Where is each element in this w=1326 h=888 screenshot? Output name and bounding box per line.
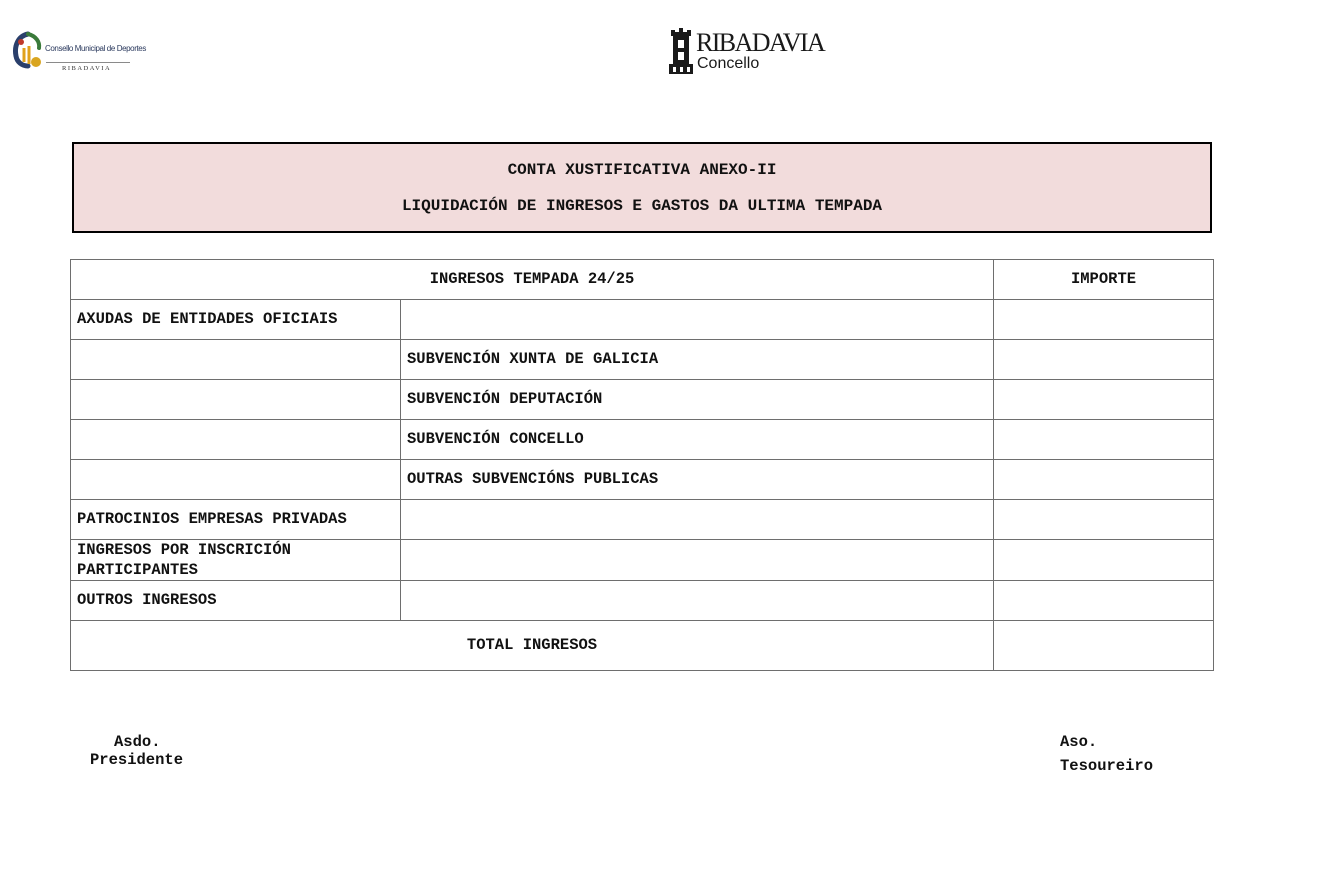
total-label: TOTAL INGRESOS [71, 621, 994, 671]
row-detail[interactable] [401, 581, 994, 621]
table-header-row [71, 260, 1214, 300]
row-category [71, 420, 401, 460]
amount-column-heading: IMPORTE [994, 260, 1214, 300]
row-category: INGRESOS POR INSCRICIÓN PARTICIPANTES [71, 540, 401, 581]
row-amount[interactable] [994, 300, 1214, 340]
document-title-box [72, 142, 1212, 233]
castle-tower-icon [668, 28, 694, 76]
treasurer-signature-label: Aso. [1060, 733, 1098, 751]
row-detail[interactable] [401, 500, 994, 540]
total-row [71, 621, 1214, 671]
treasurer-role: Tesoureiro [1060, 757, 1154, 775]
income-table [70, 259, 1214, 671]
row-detail: OUTRAS SUBVENCIÓNS PUBLICAS [401, 460, 994, 500]
table-row [71, 500, 1214, 540]
logo-left-text: Consello Municipal de Deportes [45, 44, 146, 53]
document-subtitle: LIQUIDACIÓN DE INGRESOS E GASTOS DA ULTIMA TEMPADA [401, 197, 883, 215]
table-row [71, 581, 1214, 621]
row-detail: SUBVENCIÓN CONCELLO [401, 420, 994, 460]
document-title: CONTA XUSTIFICATIVA ANEXO-II [507, 161, 777, 179]
row-amount[interactable] [994, 500, 1214, 540]
row-category [71, 340, 401, 380]
table-row [71, 420, 1214, 460]
table-row [71, 460, 1214, 500]
row-category [71, 460, 401, 500]
table-row [71, 340, 1214, 380]
sports-council-emblem-icon [12, 28, 44, 74]
president-role: Presidente [90, 751, 184, 769]
row-category [71, 380, 401, 420]
row-amount[interactable] [994, 420, 1214, 460]
row-detail: SUBVENCIÓN DEPUTACIÓN [401, 380, 994, 420]
table-row [71, 300, 1214, 340]
row-amount[interactable] [994, 540, 1214, 581]
total-amount[interactable] [994, 621, 1214, 671]
row-category: OUTROS INGRESOS [71, 581, 401, 621]
logo-center-subtext: Concello [697, 55, 760, 72]
ribadavia-logo [668, 28, 825, 78]
logo-left-rule [46, 62, 130, 63]
row-amount[interactable] [994, 340, 1214, 380]
consello-deportes-logo [12, 28, 146, 74]
row-category: PATROCINIOS EMPRESAS PRIVADAS [71, 500, 401, 540]
row-detail[interactable] [401, 300, 994, 340]
row-amount[interactable] [994, 460, 1214, 500]
row-amount[interactable] [994, 581, 1214, 621]
row-detail[interactable] [401, 540, 994, 581]
row-detail: SUBVENCIÓN XUNTA DE GALICIA [401, 340, 994, 380]
logo-left-subtext: RIBADAVIA [62, 65, 112, 72]
table-row [71, 380, 1214, 420]
logo-center-name: RIBADAVIA [696, 28, 825, 57]
row-category: AXUDAS DE ENTIDADES OFICIAIS [71, 300, 401, 340]
table-row [71, 540, 1214, 581]
row-amount[interactable] [994, 380, 1214, 420]
income-column-heading: INGRESOS TEMPADA 24/25 [71, 260, 994, 300]
president-signature-label: Asdo. [114, 733, 161, 751]
